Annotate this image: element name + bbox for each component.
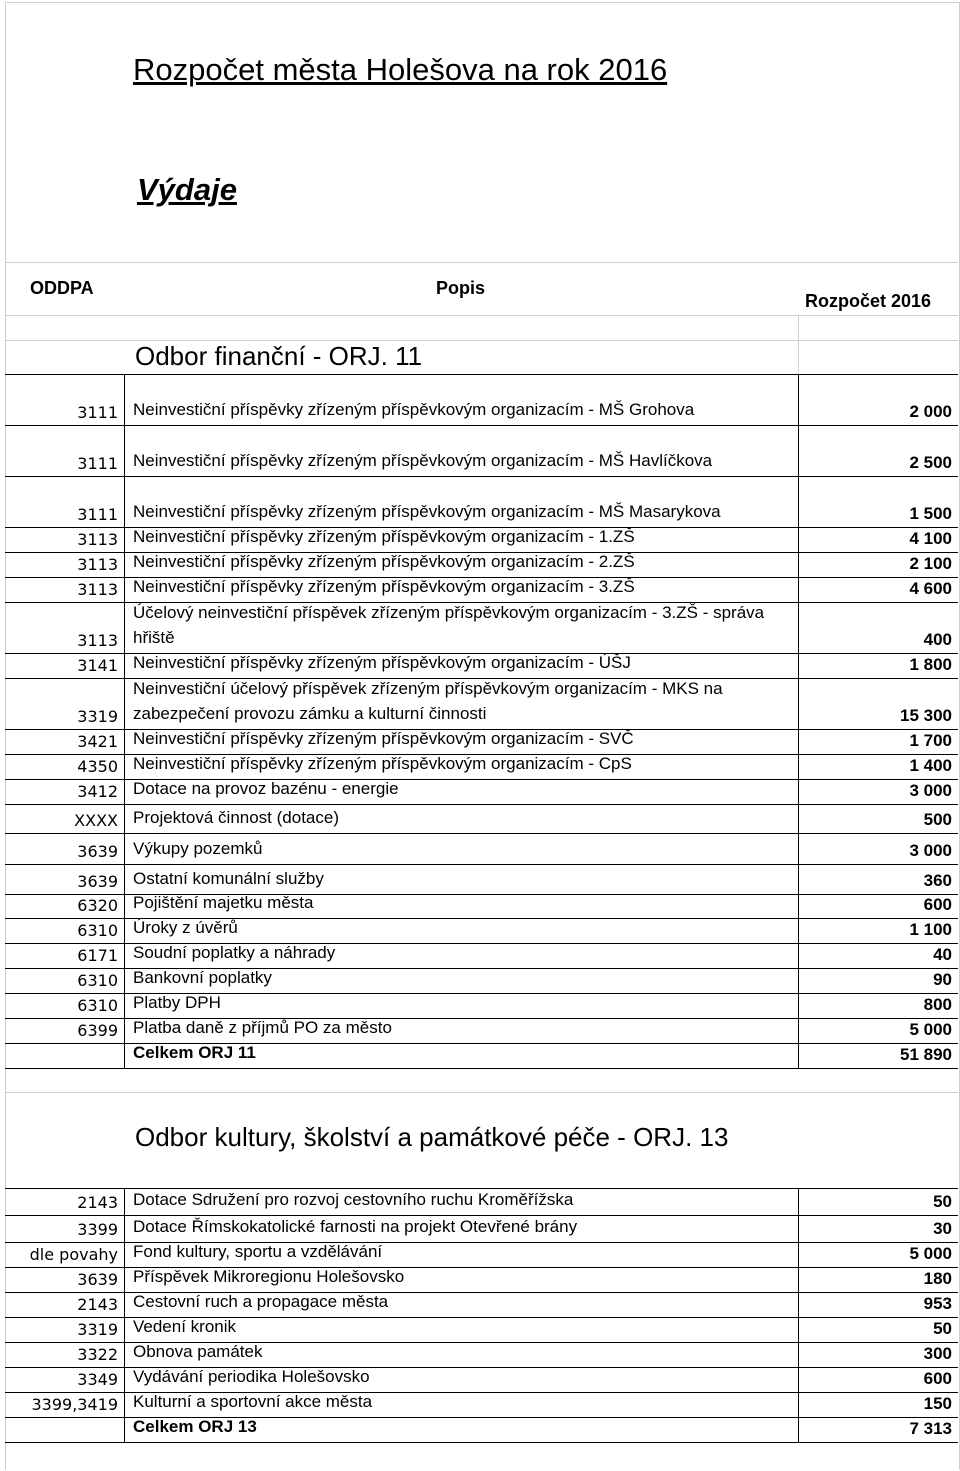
column-border	[124, 1018, 125, 1043]
row-amount: 5 000	[909, 1020, 952, 1039]
column-border	[798, 968, 799, 993]
row-description: Kulturní a sportovní akce města	[133, 1392, 373, 1411]
table-row	[5, 374, 958, 425]
column-border	[798, 374, 799, 425]
row-border	[5, 894, 958, 895]
column-border	[798, 1392, 799, 1417]
row-description: Vedení kronik	[133, 1317, 237, 1336]
row-description: Neinvestiční příspěvky zřízeným příspěvkovým organizacím - 3.ZŠ	[133, 577, 635, 596]
column-border	[798, 602, 799, 653]
row-description: Neinvestiční příspěvky zřízeným příspěvkovým organizacím - 1.ZŠ	[133, 527, 635, 546]
table-row	[5, 804, 958, 833]
row-border	[5, 1215, 958, 1216]
column-border	[124, 1215, 125, 1242]
row-description: Projektová činnost (dotace)	[133, 808, 339, 827]
column-border	[798, 552, 799, 577]
row-border	[5, 833, 958, 834]
row-description: Neinvestiční příspěvky zřízeným příspěvkovým organizacím - MŠ Grohova	[133, 400, 695, 419]
row-code: 3111	[77, 505, 118, 524]
column-border	[124, 425, 125, 476]
column-border	[124, 653, 125, 678]
table-row	[5, 1215, 958, 1242]
table-row	[5, 425, 958, 476]
row-description: Cestovní ruch a propagace města	[133, 1292, 389, 1311]
row-code: dle povahy	[29, 1245, 118, 1264]
row-code: 3349	[77, 1370, 118, 1389]
row-code: 3141	[77, 656, 118, 675]
row-description: Neinvestiční účelový příspěvek zřízeným příspěvkovým organizacím - MKS na zabezpečení provozu zámku a kulturní činnosti	[133, 679, 723, 723]
row-amount: 150	[923, 1394, 952, 1413]
row-code: 3639	[77, 872, 118, 891]
row-description: Neinvestiční příspěvky zřízeným příspěvkovým organizacím - MŠ Havlíčkova	[133, 451, 713, 470]
row-code: XXXX	[74, 811, 118, 830]
column-border	[798, 653, 799, 678]
row-amount: 600	[923, 895, 952, 914]
column-border	[798, 1342, 799, 1367]
row-code: 3319	[77, 707, 118, 726]
row-description: Bankovní poplatky	[133, 968, 272, 987]
column-border	[124, 374, 125, 425]
row-description: Pojištění majetku města	[133, 893, 314, 912]
row-amount: 3 000	[909, 841, 952, 860]
row-amount: 3 000	[909, 781, 952, 800]
column-border	[798, 804, 799, 833]
row-amount: 360	[923, 871, 952, 890]
row-amount: 40	[933, 945, 952, 964]
column-border	[124, 993, 125, 1018]
row-border	[5, 602, 958, 603]
row-description: Obnova památek	[133, 1342, 263, 1361]
row-border	[5, 678, 958, 679]
document-title: Rozpočet města Holešova na rok 2016	[133, 52, 668, 87]
row-border	[5, 425, 958, 426]
row-description: Dotace na provoz bazénu - energie	[133, 779, 399, 798]
column-border	[798, 779, 799, 804]
row-code: 3421	[77, 732, 118, 751]
column-border	[798, 754, 799, 779]
column-border	[798, 918, 799, 943]
column-border	[124, 729, 125, 754]
row-border	[5, 1442, 958, 1443]
row-code: 6399	[77, 1021, 118, 1040]
row-border	[5, 1043, 958, 1044]
table-row	[5, 476, 958, 527]
row-border	[5, 968, 958, 969]
row-code: 3319	[77, 1320, 118, 1339]
total-row	[5, 1043, 958, 1068]
column-border	[124, 577, 125, 602]
row-border	[5, 653, 958, 654]
column-border	[798, 729, 799, 754]
row-description: Fond kultury, sportu a vzdělávání	[133, 1242, 383, 1261]
row-amount: 50	[933, 1192, 952, 1211]
row-description: Dotace Římskokatolické farnosti na projekt Otevřené brány	[133, 1217, 578, 1236]
column-header-description: Popis	[436, 278, 486, 298]
column-border	[798, 1292, 799, 1317]
column-border	[798, 864, 799, 894]
column-border	[798, 1043, 799, 1068]
divider	[5, 262, 958, 263]
row-amount: 2 100	[909, 554, 952, 573]
column-border	[798, 1317, 799, 1342]
column-border	[124, 1267, 125, 1292]
row-border	[5, 1417, 958, 1418]
row-code: 3111	[77, 403, 118, 422]
row-border	[5, 1018, 958, 1019]
column-border	[124, 1367, 125, 1392]
row-border	[5, 864, 958, 865]
column-border	[798, 993, 799, 1018]
row-description: Neinvestiční příspěvky zřízeným příspěvkovým organizacím - SVČ	[133, 729, 634, 748]
divider	[5, 1092, 958, 1093]
column-border	[124, 1043, 125, 1068]
column-border	[798, 833, 799, 864]
column-header-amount: Rozpočet 2016	[805, 291, 932, 311]
column-border	[798, 527, 799, 552]
row-amount: 90	[933, 970, 952, 989]
row-border	[5, 1188, 958, 1189]
divider	[798, 315, 799, 375]
column-border	[798, 1417, 799, 1442]
row-border	[5, 1068, 958, 1069]
row-description: Celkem ORJ 11	[133, 1043, 256, 1062]
table-row	[5, 1188, 958, 1215]
row-border	[5, 993, 958, 994]
column-border	[124, 1188, 125, 1215]
row-description: Neinvestiční příspěvky zřízeným příspěvkovým organizacím - 2.ZŠ	[133, 552, 635, 571]
row-border	[5, 779, 958, 780]
column-border	[798, 894, 799, 918]
column-border	[124, 1417, 125, 1442]
row-code: 3399,3419	[31, 1395, 118, 1414]
row-amount: 400	[923, 630, 952, 649]
row-border	[5, 729, 958, 730]
row-amount: 15 300	[900, 706, 952, 725]
row-description: Úroky z úvěrů	[133, 918, 238, 937]
column-border	[124, 804, 125, 833]
row-amount: 953	[923, 1294, 952, 1313]
column-border	[798, 1188, 799, 1215]
column-border	[124, 1317, 125, 1342]
row-code: 3111	[77, 454, 118, 473]
row-amount: 30	[933, 1219, 952, 1238]
column-border	[798, 1367, 799, 1392]
table-row	[5, 602, 958, 653]
column-border	[124, 918, 125, 943]
column-border	[798, 1267, 799, 1292]
row-border	[5, 918, 958, 919]
row-description: Neinvestiční příspěvky zřízeným příspěvkovým organizacím - CpS	[133, 754, 632, 773]
row-amount: 4 100	[909, 529, 952, 548]
row-code: 3412	[77, 782, 118, 801]
column-border	[798, 425, 799, 476]
row-amount: 5 000	[909, 1244, 952, 1263]
row-border	[5, 1317, 958, 1318]
row-code: 3113	[77, 555, 118, 574]
row-amount: 50	[933, 1319, 952, 1338]
row-code: 2143	[77, 1295, 118, 1314]
row-code: 3322	[77, 1345, 118, 1364]
row-code: 6310	[77, 971, 118, 990]
row-code: 3399	[77, 1220, 118, 1239]
section-title-orj-11: Odbor finanční - ORJ. 11	[135, 341, 423, 371]
row-code: 6320	[77, 896, 118, 915]
table-row	[5, 577, 958, 602]
table-row	[5, 678, 958, 729]
column-border	[124, 779, 125, 804]
divider	[5, 315, 958, 316]
row-description: Účelový neinvestiční příspěvek zřízeným příspěvkovým organizacím - 3.ZŠ - správa hřiště	[133, 603, 765, 647]
column-border	[124, 678, 125, 729]
row-code: 4350	[77, 757, 118, 776]
row-code: 3639	[77, 842, 118, 861]
row-border	[5, 1392, 958, 1393]
row-border	[5, 527, 958, 528]
table-row	[5, 653, 958, 678]
row-border	[5, 1342, 958, 1343]
document-subtitle: Výdaje	[137, 172, 237, 207]
row-amount: 800	[923, 995, 952, 1014]
row-amount: 4 600	[909, 579, 952, 598]
column-border	[124, 1342, 125, 1367]
row-border	[5, 1242, 958, 1243]
row-description: Soudní poplatky a náhrady	[133, 943, 336, 962]
row-code: 6310	[77, 921, 118, 940]
row-amount: 300	[923, 1344, 952, 1363]
row-description: Platba daně z příjmů PO za město	[133, 1018, 392, 1037]
row-description: Platby DPH	[133, 993, 221, 1012]
row-amount: 2 000	[909, 402, 952, 421]
column-header-code: ODDPA	[30, 278, 94, 298]
row-border	[5, 577, 958, 578]
column-border	[124, 833, 125, 864]
row-code: 6310	[77, 996, 118, 1015]
row-amount: 600	[923, 1369, 952, 1388]
row-code: 6171	[77, 946, 118, 965]
column-border	[124, 1242, 125, 1267]
column-border	[124, 754, 125, 779]
table-row	[5, 779, 958, 804]
row-border	[5, 1367, 958, 1368]
column-border	[124, 527, 125, 552]
column-border	[124, 894, 125, 918]
row-border	[5, 943, 958, 944]
row-description: Neinvestiční příspěvky zřízeným příspěvkovým organizacím - ÚŠJ	[133, 653, 631, 672]
section-title-orj-13: Odbor kultury, školství a památkové péče - ORJ. 13	[135, 1122, 729, 1152]
row-amount: 1 400	[909, 756, 952, 775]
row-description: Výkupy pozemků	[133, 839, 263, 858]
column-border	[798, 476, 799, 527]
row-border	[5, 1292, 958, 1293]
table-row	[5, 833, 958, 864]
row-amount: 500	[923, 810, 952, 829]
row-amount: 2 500	[909, 453, 952, 472]
row-amount: 1 100	[909, 920, 952, 939]
row-border	[5, 552, 958, 553]
total-row	[5, 1417, 958, 1442]
column-border	[124, 1292, 125, 1317]
column-border	[798, 577, 799, 602]
row-description: Dotace Sdružení pro rozvoj cestovního ruchu Kroměřížska	[133, 1190, 574, 1209]
column-border	[798, 1242, 799, 1267]
column-border	[124, 602, 125, 653]
column-border	[124, 1392, 125, 1417]
row-description: Celkem ORJ 13	[133, 1417, 257, 1436]
column-border	[798, 1215, 799, 1242]
row-code: 3113	[77, 580, 118, 599]
row-amount: 51 890	[900, 1045, 952, 1064]
row-description: Příspěvek Mikroregionu Holešovsko	[133, 1267, 405, 1286]
row-description: Ostatní komunální služby	[133, 869, 324, 888]
row-code: 3113	[77, 631, 118, 650]
column-border	[124, 968, 125, 993]
row-description: Vydávání periodika Holešovsko	[133, 1367, 370, 1386]
row-code: 3113	[77, 530, 118, 549]
row-border	[5, 476, 958, 477]
row-amount: 180	[923, 1269, 952, 1288]
row-border	[5, 1267, 958, 1268]
row-description: Neinvestiční příspěvky zřízeným příspěvkovým organizacím - MŠ Masarykova	[133, 502, 721, 521]
row-border	[5, 374, 958, 375]
row-amount: 1 800	[909, 655, 952, 674]
column-border	[124, 476, 125, 527]
column-border	[798, 1018, 799, 1043]
column-border	[798, 943, 799, 968]
row-code: 2143	[77, 1193, 118, 1212]
column-border	[124, 943, 125, 968]
row-border	[5, 754, 958, 755]
column-border	[124, 864, 125, 894]
row-amount: 1 700	[909, 731, 952, 750]
row-border	[5, 804, 958, 805]
row-amount: 1 500	[909, 504, 952, 523]
column-border	[124, 552, 125, 577]
column-border	[798, 678, 799, 729]
row-code: 3639	[77, 1270, 118, 1289]
row-amount: 7 313	[909, 1419, 952, 1438]
